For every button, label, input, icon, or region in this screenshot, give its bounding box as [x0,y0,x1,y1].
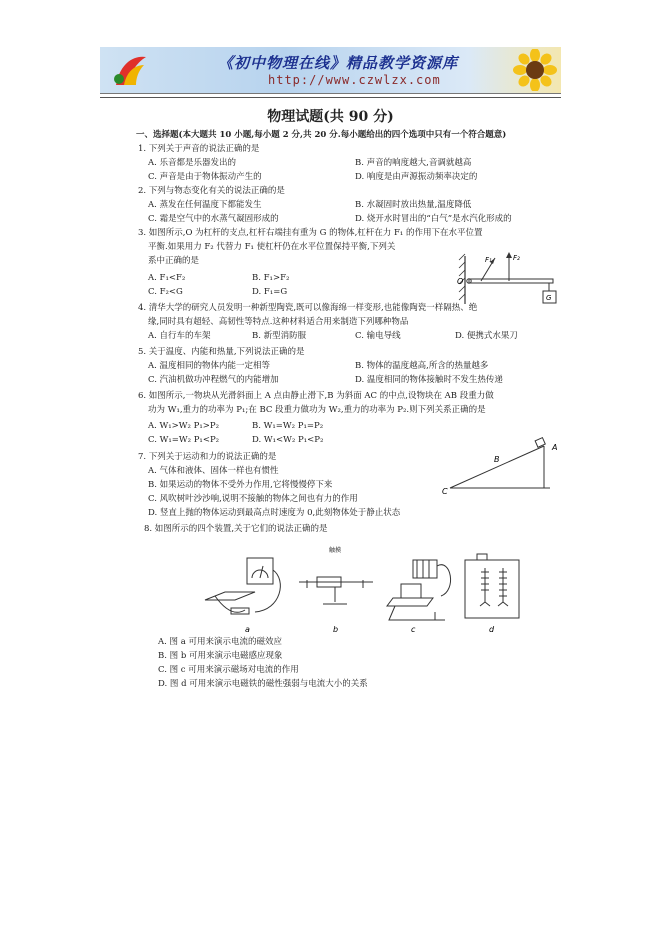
q2-option-b: B. 水凝固时放出热量,温度降低 [355,200,472,210]
q5-option-b: B. 物体的温度越高,所含的热量越多 [355,361,489,371]
q7-option-a: A. 气体和液体、固体一样也有惯性 [148,466,279,476]
q2-option-a: A. 蒸发在任何温度下都能发生 [148,200,262,210]
q4-option-b: B. 新型消防服 [252,331,307,341]
fig-label-c: c [411,625,416,634]
q1-stem: 1. 下列关于声音的说法正确的是 [138,144,260,154]
q1-option-b: B. 声音的响度越大,音调就越高 [355,158,472,168]
fig-b-label: 触摸 [328,547,342,554]
fig-label-a: a [245,625,250,634]
lever-figure [455,250,565,308]
q1-option-c: C. 声音是由于物体振动产生的 [148,172,262,182]
lever-label-g: G [546,294,552,302]
site-logo [110,51,152,89]
q6-option-c: C. W₁=W₂ P₁<P₂ [148,435,220,445]
q3-stem-line2: 平衡.如果用力 F₂ 代替力 F₁ 使杠杆仍在水平位置保持平衡,下列关 [148,242,396,252]
q2-stem: 2. 下列与物态变化有关的说法正确的是 [138,186,285,196]
page-title: 物理试题(共 90 分) [267,109,394,125]
sunflower-icon [512,49,558,91]
header-banner [100,47,561,94]
q5-option-a: A. 温度相同的物体内能一定相等 [148,361,271,371]
q8-stem: 8. 如图所示的四个装置,关于它们的说法正确的是 [144,524,328,534]
q3-stem-line3: 系中正确的是 [148,256,200,266]
q6-option-b: B. W₁=W₂ P₁=P₂ [252,421,324,431]
fig-label-d: d [489,625,495,634]
q5-option-c: C. 汽油机做功冲程燃气的内能增加 [148,375,279,385]
q2-option-c: C. 霜是空气中的水蒸气凝固形成的 [148,214,279,224]
banner-url[interactable]: http://www.czwlzx.com [268,73,441,87]
q8-option-b: B. 图 b 可用来演示电磁感应现象 [158,651,283,661]
q4-stem-line1: 4. 清华大学的研究人员发明一种新型陶瓷,既可以像海绵一样变形,也能像陶瓷一样隔热、绝 [138,303,478,313]
q4-option-c: C. 输电导线 [355,331,401,341]
q8-option-c: C. 图 c 可用来演示磁场对电流的作用 [158,665,299,675]
q6-stem-line2: 功为 W₁,重力的功率为 P₁;在 BC 段重力做功为 W₂,重力的功率为 P₂.则下列关系正确的是 [148,405,486,415]
incline-figure [440,430,560,496]
q6-option-d: D. W₁<W₂ P₁<P₂ [252,435,324,445]
lever-label-f2: F₂ [513,254,520,262]
q7-stem: 7. 下列关于运动和力的说法正确的是 [138,452,277,462]
fig-label-b: b [333,625,339,634]
q3-option-b: B. F₁>F₂ [252,273,290,283]
q1-option-d: D. 响度是由声源振动频率决定的 [355,172,478,182]
q6-stem-line1: 6. 如图所示,一物块从光滑斜面上 A 点由静止滑下,B 为斜面 AC 的中点,设物块在 AB 段重力做 [138,391,494,401]
q5-option-d: D. 温度相同的物体接触时不发生热传递 [355,375,503,385]
q1-option-a: A. 乐音都是乐器发出的 [148,158,237,168]
q8-option-d: D. 图 d 可用来演示电磁铁的磁性强弱与电流大小的关系 [158,679,368,689]
q3-option-d: D. F₁=G [252,287,288,297]
header-rule [100,97,561,98]
lever-label-f1: F₁ [485,256,492,264]
q5-stem: 5. 关于温度、内能和热量,下列说法正确的是 [138,347,305,357]
section-heading: 一、选择题(本大题共 10 小题,每小题 2 分,共 20 分.每小题给出的四个选项中只有一个符合题意) [136,130,507,140]
banner-title: 《初中物理在线》精品教学资源库 [218,54,459,72]
incline-label-a: A [552,443,558,452]
q8-option-a: A. 图 a 可用来演示电流的磁效应 [158,637,283,647]
q2-option-d: D. 烧开水时冒出的“白气”是水汽化形成的 [355,214,512,224]
incline-label-b: B [494,455,500,464]
q7-option-b: B. 如果运动的物体不受外力作用,它将慢慢停下来 [148,480,333,490]
q7-option-c: C. 风吹树叶沙沙响,说明不接触的物体之间也有力的作用 [148,494,358,504]
q4-option-d: D. 便携式水果刀 [455,331,518,341]
q3-option-c: C. F₂<G [148,287,183,297]
q8-figure [195,540,525,635]
lever-label-o: O [457,277,464,286]
q4-option-a: A. 自行车的车架 [148,331,211,341]
q4-stem-line2: 缘,同时具有超轻、高韧性等特点.这种材料适合用来制造下列哪种物品 [148,317,409,327]
q3-stem-line1: 3. 如图所示,O 为杠杆的支点,杠杆右端挂有重为 G 的物体,杠杆在力 F₁ 的作用下在水平位置 [138,228,483,238]
q3-option-a: A. F₁<F₂ [148,273,186,283]
q6-option-a: A. W₁>W₂ P₁>P₂ [148,421,220,431]
incline-label-c: C [442,487,448,496]
q7-option-d: D. 竖直上抛的物体运动到最高点时速度为 0,此刻物体处于静止状态 [148,508,401,518]
